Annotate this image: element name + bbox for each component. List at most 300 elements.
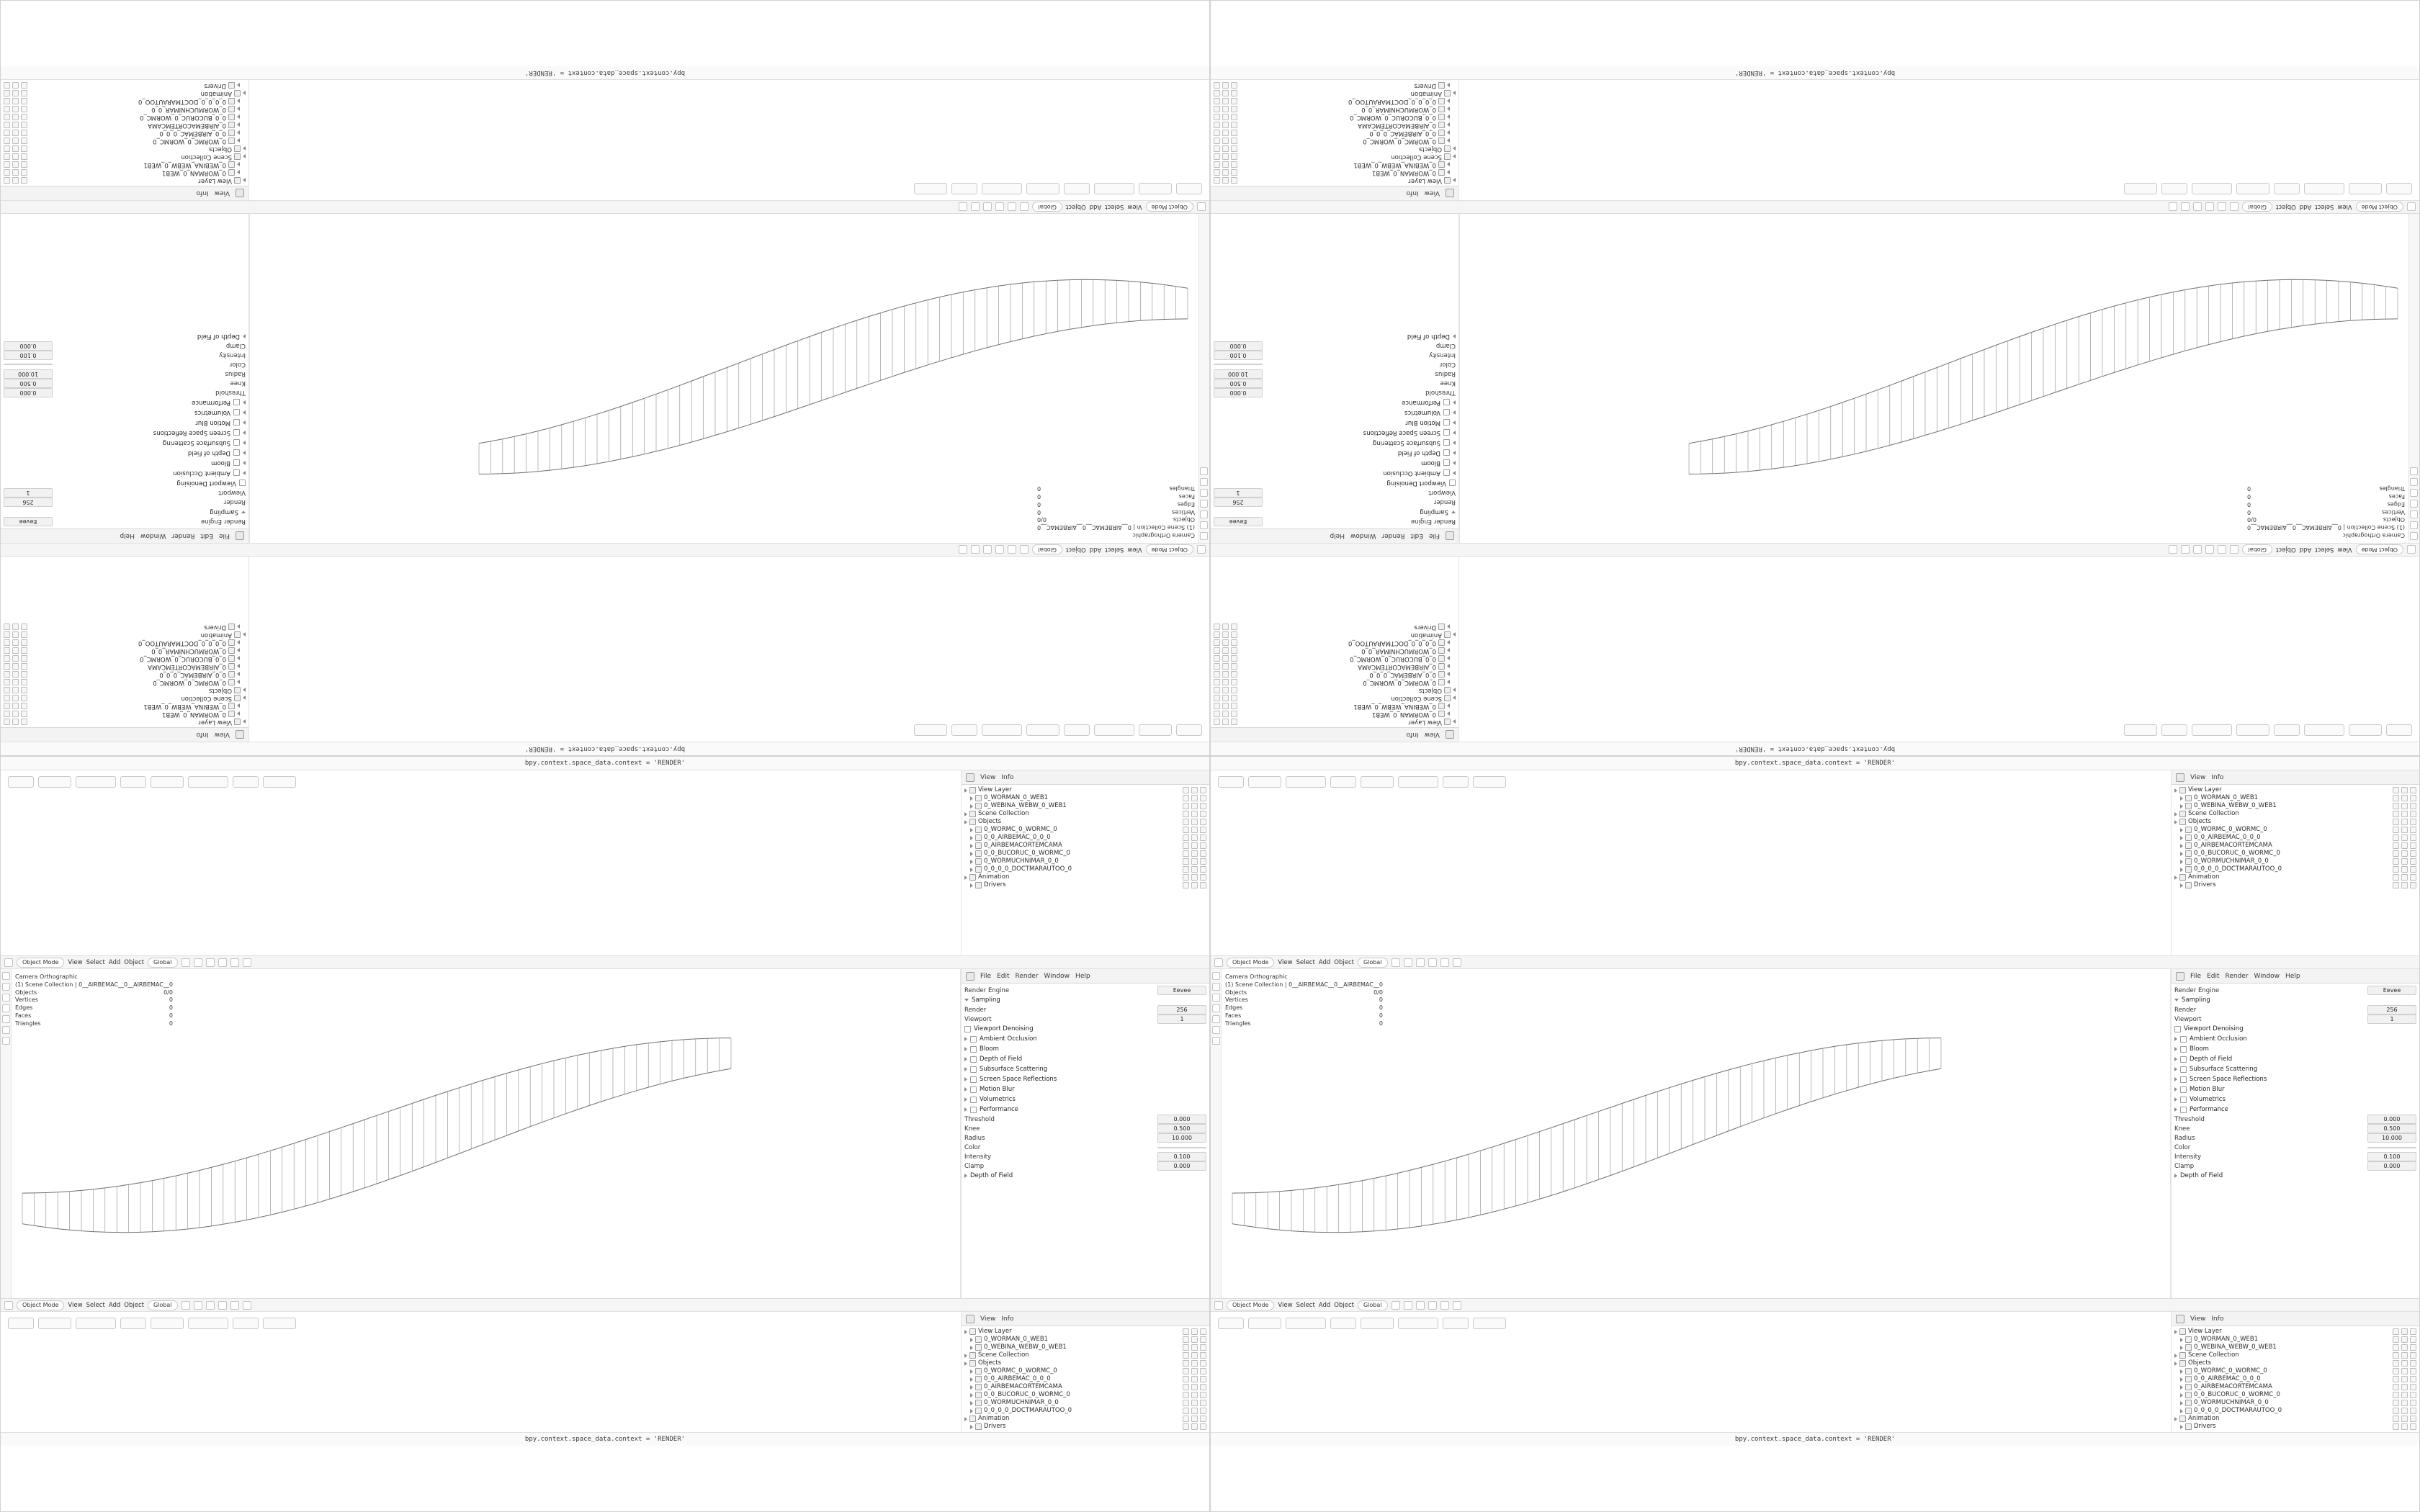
dof-section[interactable] bbox=[2174, 1171, 2416, 1181]
screen-icon[interactable] bbox=[1222, 114, 1229, 120]
menu-item-select[interactable]: Select bbox=[1296, 1301, 1315, 1309]
eye-icon[interactable] bbox=[2393, 1384, 2399, 1390]
render-samples-value[interactable]: 256 bbox=[4, 498, 53, 507]
chevron-right-icon[interactable] bbox=[2174, 1087, 2177, 1092]
list-item[interactable] bbox=[1214, 702, 1456, 710]
tool-icon-5[interactable] bbox=[2, 1026, 10, 1034]
render-restrict-icon[interactable] bbox=[4, 161, 10, 168]
chevron-right-icon[interactable] bbox=[243, 410, 246, 415]
disclosure-triangle-icon[interactable] bbox=[1447, 672, 1450, 677]
render-samples-value[interactable]: 256 bbox=[1157, 1005, 1206, 1014]
disclosure-triangle-icon[interactable] bbox=[237, 171, 240, 175]
render-restrict-icon[interactable] bbox=[1200, 1360, 1206, 1367]
screen-icon[interactable] bbox=[1191, 850, 1198, 857]
menu-item-view[interactable]: View bbox=[68, 958, 83, 966]
list-item[interactable] bbox=[2174, 810, 2416, 818]
disclosure-triangle-icon[interactable] bbox=[237, 665, 240, 669]
menu-item-view[interactable]: View bbox=[1127, 546, 1142, 554]
chevron-right-icon[interactable] bbox=[964, 1174, 967, 1178]
section-5[interactable] bbox=[1214, 418, 1456, 428]
eye-icon[interactable] bbox=[21, 687, 27, 693]
eye-icon[interactable] bbox=[1183, 850, 1189, 857]
chevron-right-icon[interactable] bbox=[964, 1087, 967, 1092]
chevron-right-icon[interactable] bbox=[1453, 410, 1456, 415]
render-restrict-icon[interactable] bbox=[2410, 1423, 2416, 1430]
bloom-field-value[interactable]: 0.100 bbox=[1157, 1152, 1206, 1161]
bloom-field-value[interactable] bbox=[1214, 364, 1263, 366]
disclosure-triangle-icon[interactable] bbox=[237, 163, 240, 167]
list-item[interactable] bbox=[1214, 710, 1456, 718]
list-item[interactable] bbox=[2174, 881, 2416, 889]
chevron-right-icon[interactable] bbox=[1453, 431, 1456, 435]
eye-icon[interactable] bbox=[2393, 1328, 2399, 1335]
section-checkbox[interactable] bbox=[233, 450, 240, 456]
render-restrict-icon[interactable] bbox=[1200, 1384, 1206, 1390]
screen-icon[interactable] bbox=[12, 130, 19, 136]
chevron-right-icon[interactable] bbox=[964, 1047, 967, 1051]
bloom-field-value[interactable]: 0.100 bbox=[4, 351, 53, 360]
chevron-right-icon[interactable] bbox=[964, 1057, 967, 1061]
screen-icon[interactable] bbox=[1191, 858, 1198, 865]
node-box[interactable] bbox=[120, 1318, 146, 1329]
editor-type-icon[interactable] bbox=[1197, 546, 1206, 554]
object-mode-selector[interactable]: Object Mode bbox=[2356, 545, 2403, 555]
viewport-samples-row[interactable] bbox=[964, 1014, 1206, 1024]
disclosure-triangle-icon[interactable] bbox=[2180, 860, 2183, 864]
section-4[interactable] bbox=[964, 1074, 1206, 1084]
viewport-toggle-icon-3[interactable] bbox=[1428, 1301, 1437, 1310]
menu-item-object[interactable]: Object bbox=[1334, 1301, 1354, 1309]
node-box[interactable] bbox=[1286, 776, 1326, 788]
disclosure-triangle-icon[interactable] bbox=[2174, 812, 2177, 816]
viewport-toggle-icon-5[interactable] bbox=[1453, 1301, 1461, 1310]
list-item[interactable] bbox=[964, 1336, 1206, 1344]
disclosure-triangle-icon[interactable] bbox=[243, 688, 246, 693]
disclosure-triangle-icon[interactable] bbox=[243, 633, 246, 637]
eye-icon[interactable] bbox=[21, 631, 27, 638]
render-restrict-icon[interactable] bbox=[1214, 138, 1220, 144]
render-restrict-icon[interactable] bbox=[4, 671, 10, 678]
eye-icon[interactable] bbox=[21, 177, 27, 184]
transform-orientation-selector[interactable]: Global bbox=[2243, 545, 2273, 555]
screen-icon[interactable] bbox=[1191, 1376, 1198, 1382]
eye-icon[interactable] bbox=[1231, 82, 1237, 89]
screen-icon[interactable] bbox=[1222, 671, 1229, 678]
viewport-samples-value[interactable]: 1 bbox=[2367, 1014, 2416, 1024]
render-restrict-icon[interactable] bbox=[1214, 719, 1220, 725]
list-item[interactable] bbox=[1214, 81, 1456, 89]
node-box[interactable] bbox=[188, 1318, 228, 1329]
list-item[interactable] bbox=[964, 1359, 1206, 1367]
disclosure-triangle-icon[interactable] bbox=[970, 1393, 973, 1398]
render-restrict-icon[interactable] bbox=[1214, 695, 1220, 701]
viewport-toggle-icon-0[interactable] bbox=[182, 958, 190, 967]
list-item[interactable] bbox=[1214, 89, 1456, 97]
render-restrict-icon[interactable] bbox=[2410, 1376, 2416, 1382]
list-item[interactable] bbox=[2174, 858, 2416, 865]
viewport-samples-value[interactable]: 1 bbox=[1157, 1014, 1206, 1024]
render-restrict-icon[interactable] bbox=[2410, 1416, 2416, 1422]
eye-icon[interactable] bbox=[21, 711, 27, 717]
render-restrict-icon[interactable] bbox=[1214, 161, 1220, 168]
menu-item-object[interactable]: Object bbox=[1066, 203, 1086, 211]
render-restrict-icon[interactable] bbox=[4, 130, 10, 136]
disclosure-triangle-icon[interactable] bbox=[1453, 688, 1456, 693]
node-box[interactable] bbox=[2161, 183, 2187, 194]
tool-icon-2[interactable] bbox=[1201, 510, 1209, 518]
section-6[interactable] bbox=[964, 1094, 1206, 1104]
menu-item-object[interactable]: Object bbox=[1334, 958, 1354, 966]
list-item[interactable] bbox=[964, 1415, 1206, 1423]
screen-icon[interactable] bbox=[12, 90, 19, 96]
render-restrict-icon[interactable] bbox=[4, 695, 10, 701]
node-box[interactable] bbox=[1330, 1318, 1356, 1329]
bloom-field-value[interactable]: 0.100 bbox=[1214, 351, 1263, 360]
screen-icon[interactable] bbox=[2401, 803, 2408, 809]
screen-icon[interactable] bbox=[2401, 866, 2408, 873]
node-box[interactable] bbox=[1218, 1318, 1244, 1329]
chevron-right-icon[interactable] bbox=[2174, 1057, 2177, 1061]
list-item[interactable] bbox=[964, 818, 1206, 826]
disclosure-triangle-icon[interactable] bbox=[2180, 796, 2183, 801]
render-restrict-icon[interactable] bbox=[2410, 819, 2416, 825]
render-restrict-icon[interactable] bbox=[1214, 169, 1220, 176]
render-restrict-icon[interactable] bbox=[1200, 1344, 1206, 1351]
menu-item-file[interactable]: File bbox=[2190, 972, 2202, 980]
section-checkbox[interactable] bbox=[970, 1056, 977, 1063]
menu-item-view[interactable]: View bbox=[980, 1315, 996, 1323]
eye-icon[interactable] bbox=[21, 138, 27, 144]
disclosure-triangle-icon[interactable] bbox=[237, 139, 240, 143]
render-restrict-icon[interactable] bbox=[1214, 647, 1220, 654]
section-checkbox[interactable] bbox=[1443, 430, 1450, 436]
object-mode-selector[interactable]: Object Mode bbox=[17, 958, 64, 968]
editor-type-icon[interactable] bbox=[1214, 1301, 1223, 1310]
disclosure-triangle-icon[interactable] bbox=[237, 712, 240, 716]
eye-icon[interactable] bbox=[1183, 803, 1189, 809]
screen-icon[interactable] bbox=[1222, 655, 1229, 662]
eye-icon[interactable] bbox=[21, 122, 27, 128]
list-item[interactable] bbox=[964, 873, 1206, 881]
eye-icon[interactable] bbox=[2393, 819, 2399, 825]
disclosure-triangle-icon[interactable] bbox=[1447, 171, 1450, 175]
screen-icon[interactable] bbox=[1222, 106, 1229, 112]
render-restrict-icon[interactable] bbox=[1214, 114, 1220, 120]
render-restrict-icon[interactable] bbox=[4, 663, 10, 670]
viewport-toggle-icon-0[interactable] bbox=[2231, 203, 2239, 212]
list-item[interactable] bbox=[4, 113, 246, 121]
menu-item-select[interactable]: Select bbox=[1105, 203, 1124, 211]
section-6[interactable] bbox=[2174, 1094, 2416, 1104]
screen-icon[interactable] bbox=[2401, 842, 2408, 849]
disclosure-triangle-icon[interactable] bbox=[970, 844, 973, 848]
screen-icon[interactable] bbox=[2401, 882, 2408, 888]
eye-icon[interactable] bbox=[21, 639, 27, 646]
disclosure-triangle-icon[interactable] bbox=[1447, 115, 1450, 120]
screen-icon[interactable] bbox=[1222, 639, 1229, 646]
screen-icon[interactable] bbox=[1191, 1408, 1198, 1414]
viewport-toggle-icon-2[interactable] bbox=[996, 203, 1005, 212]
disclosure-triangle-icon[interactable] bbox=[2180, 883, 2183, 888]
eye-icon[interactable] bbox=[1183, 1400, 1189, 1406]
node-box[interactable] bbox=[1443, 1318, 1469, 1329]
node-box[interactable] bbox=[2386, 183, 2412, 194]
tool-icon-0[interactable] bbox=[1212, 972, 1220, 980]
render-restrict-icon[interactable] bbox=[1214, 639, 1220, 646]
disclosure-triangle-icon[interactable] bbox=[2180, 828, 2183, 832]
section-checkbox[interactable] bbox=[1443, 470, 1450, 477]
render-restrict-icon[interactable] bbox=[2410, 1384, 2416, 1390]
editor-type-icon[interactable] bbox=[966, 1315, 974, 1323]
viewport-toggle-icon-1[interactable] bbox=[1404, 958, 1412, 967]
eye-icon[interactable] bbox=[1183, 882, 1189, 888]
viewport-toggle-icon-3[interactable] bbox=[218, 958, 227, 967]
disclosure-triangle-icon[interactable] bbox=[970, 1338, 973, 1342]
menu-item-object[interactable]: Object bbox=[124, 1301, 144, 1309]
bloom-field-0[interactable] bbox=[1214, 388, 1456, 397]
viewport-toggle-icon-5[interactable] bbox=[2169, 546, 2178, 554]
list-item[interactable] bbox=[1214, 113, 1456, 121]
object-mode-selector[interactable]: Object Mode bbox=[1227, 1300, 1274, 1310]
screen-icon[interactable] bbox=[12, 138, 19, 144]
render-samples-row[interactable] bbox=[1214, 498, 1456, 507]
menu-item-help[interactable]: Help bbox=[1330, 532, 1345, 540]
disclosure-triangle-icon[interactable] bbox=[2180, 1409, 2183, 1413]
list-item[interactable] bbox=[4, 105, 246, 113]
disclosure-triangle-icon[interactable] bbox=[1447, 131, 1450, 135]
section-checkbox[interactable] bbox=[2180, 1036, 2187, 1043]
node-box[interactable] bbox=[951, 183, 977, 194]
menu-item-view[interactable]: View bbox=[1424, 189, 1440, 197]
bloom-field-value[interactable] bbox=[1157, 1147, 1206, 1148]
viewport-denoising-row[interactable] bbox=[4, 478, 246, 488]
render-restrict-icon[interactable] bbox=[4, 631, 10, 638]
node-editor-area[interactable] bbox=[1459, 80, 2419, 200]
chevron-right-icon[interactable] bbox=[964, 1107, 967, 1112]
node-box[interactable] bbox=[1026, 724, 1059, 736]
eye-icon[interactable] bbox=[1183, 1360, 1189, 1367]
menu-item-view[interactable]: View bbox=[2190, 1315, 2206, 1323]
render-restrict-icon[interactable] bbox=[2410, 827, 2416, 833]
tool-icon-6[interactable] bbox=[1212, 1037, 1220, 1045]
screen-icon[interactable] bbox=[1191, 1423, 1198, 1430]
chevron-right-icon[interactable] bbox=[2174, 1067, 2177, 1071]
tool-icon-0[interactable] bbox=[2, 972, 10, 980]
list-item[interactable] bbox=[4, 176, 246, 184]
section-checkbox[interactable] bbox=[2180, 1056, 2187, 1063]
eye-icon[interactable] bbox=[1183, 795, 1189, 801]
node-box[interactable] bbox=[38, 1318, 71, 1329]
render-restrict-icon[interactable] bbox=[2410, 1336, 2416, 1343]
section-6[interactable] bbox=[4, 408, 246, 418]
chevron-right-icon[interactable] bbox=[1453, 451, 1456, 455]
screen-icon[interactable] bbox=[1222, 624, 1229, 630]
list-item[interactable] bbox=[1214, 670, 1456, 678]
render-restrict-icon[interactable] bbox=[2410, 1352, 2416, 1359]
viewport-toggle-icon-0[interactable] bbox=[1392, 1301, 1400, 1310]
viewport-toggle-icon-0[interactable] bbox=[2231, 546, 2239, 554]
disclosure-triangle-icon[interactable] bbox=[1447, 139, 1450, 143]
editor-type-icon[interactable] bbox=[966, 773, 974, 782]
eye-icon[interactable] bbox=[1183, 1368, 1189, 1374]
screen-icon[interactable] bbox=[2401, 874, 2408, 881]
disclosure-triangle-icon[interactable] bbox=[970, 868, 973, 872]
render-engine-row[interactable] bbox=[4, 517, 246, 526]
eye-icon[interactable] bbox=[21, 106, 27, 112]
disclosure-triangle-icon[interactable] bbox=[2180, 1338, 2183, 1342]
list-item[interactable] bbox=[4, 121, 246, 129]
render-restrict-icon[interactable] bbox=[1214, 687, 1220, 693]
editor-type-icon[interactable] bbox=[236, 532, 244, 541]
eye-icon[interactable] bbox=[2393, 1360, 2399, 1367]
menu-item-view[interactable]: View bbox=[1424, 731, 1440, 739]
node-box[interactable] bbox=[2274, 183, 2300, 194]
screen-icon[interactable] bbox=[2401, 811, 2408, 817]
chevron-right-icon[interactable] bbox=[243, 441, 246, 445]
list-item[interactable] bbox=[1214, 647, 1456, 654]
disclosure-triangle-icon[interactable] bbox=[243, 720, 246, 724]
screen-icon[interactable] bbox=[1191, 874, 1198, 881]
render-restrict-icon[interactable] bbox=[1200, 803, 1206, 809]
eye-icon[interactable] bbox=[1183, 1336, 1189, 1343]
viewport-toggle-icon-2[interactable] bbox=[206, 1301, 215, 1310]
eye-icon[interactable] bbox=[1231, 687, 1237, 693]
menu-item-window[interactable]: Window bbox=[1350, 532, 1376, 540]
screen-icon[interactable] bbox=[2401, 1400, 2408, 1406]
transform-orientation-selector[interactable]: Global bbox=[1358, 1300, 1388, 1310]
list-item[interactable] bbox=[2174, 1367, 2416, 1375]
bloom-field-0[interactable] bbox=[964, 1115, 1206, 1124]
menu-item-view[interactable]: View bbox=[1278, 1301, 1293, 1309]
section-1[interactable] bbox=[964, 1044, 1206, 1054]
menu-item-render[interactable]: Render bbox=[1381, 532, 1405, 540]
render-restrict-icon[interactable] bbox=[1214, 122, 1220, 128]
disclosure-triangle-icon[interactable] bbox=[2174, 820, 2177, 824]
eye-icon[interactable] bbox=[1183, 827, 1189, 833]
editor-type-icon[interactable] bbox=[2176, 972, 2184, 981]
node-box[interactable] bbox=[263, 776, 296, 788]
node-box[interactable] bbox=[1064, 724, 1090, 736]
menu-item-object[interactable]: Object bbox=[2276, 546, 2296, 554]
screen-icon[interactable] bbox=[2401, 1408, 2408, 1414]
eye-icon[interactable] bbox=[1231, 719, 1237, 725]
screen-icon[interactable] bbox=[1222, 647, 1229, 654]
viewport-toggle-icon-3[interactable] bbox=[984, 203, 992, 212]
viewport-toggle-icon-2[interactable] bbox=[1416, 1301, 1425, 1310]
render-restrict-icon[interactable] bbox=[2410, 1328, 2416, 1335]
render-restrict-icon[interactable] bbox=[4, 169, 10, 176]
viewport-toggle-icon-3[interactable] bbox=[218, 1301, 227, 1310]
disclosure-triangle-icon[interactable] bbox=[237, 115, 240, 120]
eye-icon[interactable] bbox=[1183, 1408, 1189, 1414]
section-1[interactable] bbox=[2174, 1044, 2416, 1054]
section-1[interactable] bbox=[1214, 458, 1456, 468]
section-checkbox[interactable] bbox=[233, 410, 240, 416]
list-item[interactable] bbox=[1214, 97, 1456, 105]
screen-icon[interactable] bbox=[1191, 795, 1198, 801]
disclosure-triangle-icon[interactable] bbox=[1447, 123, 1450, 127]
viewport-toggle-icon-0[interactable] bbox=[1021, 203, 1029, 212]
menu-item-info[interactable]: Info bbox=[2211, 773, 2224, 781]
tool-icon-5[interactable] bbox=[1201, 478, 1209, 486]
screen-icon[interactable] bbox=[12, 169, 19, 176]
disclosure-triangle-icon[interactable] bbox=[1447, 84, 1450, 88]
menu-item-select[interactable]: Select bbox=[1105, 546, 1124, 554]
bloom-field-value[interactable]: 10.000 bbox=[2367, 1133, 2416, 1143]
list-item[interactable] bbox=[964, 1399, 1206, 1407]
eye-icon[interactable] bbox=[2393, 874, 2399, 881]
render-restrict-icon[interactable] bbox=[1214, 98, 1220, 104]
disclosure-triangle-icon[interactable] bbox=[964, 812, 967, 816]
eye-icon[interactable] bbox=[1231, 631, 1237, 638]
render-restrict-icon[interactable] bbox=[1214, 130, 1220, 136]
eye-icon[interactable] bbox=[1183, 1352, 1189, 1359]
render-restrict-icon[interactable] bbox=[1200, 1408, 1206, 1414]
menu-item-add[interactable]: Add bbox=[2299, 546, 2312, 554]
bloom-field-3[interactable] bbox=[4, 360, 246, 369]
screen-icon[interactable] bbox=[12, 631, 19, 638]
disclosure-triangle-icon[interactable] bbox=[2180, 1377, 2183, 1382]
menu-item-info[interactable]: Info bbox=[1001, 773, 1014, 781]
section-5[interactable] bbox=[4, 418, 246, 428]
list-item[interactable] bbox=[4, 137, 246, 145]
tool-icon-3[interactable] bbox=[1201, 500, 1209, 508]
screen-icon[interactable] bbox=[12, 161, 19, 168]
screen-icon[interactable] bbox=[12, 98, 19, 104]
menu-item-view[interactable]: View bbox=[214, 189, 230, 197]
list-item[interactable] bbox=[964, 1423, 1206, 1431]
eye-icon[interactable] bbox=[2393, 1392, 2399, 1398]
viewport-toggle-icon-1[interactable] bbox=[2218, 203, 2227, 212]
list-item[interactable] bbox=[2174, 1423, 2416, 1431]
list-item[interactable] bbox=[1214, 631, 1456, 639]
disclosure-triangle-icon[interactable] bbox=[964, 788, 967, 793]
chevron-right-icon[interactable] bbox=[243, 420, 246, 425]
disclosure-triangle-icon[interactable] bbox=[970, 1409, 973, 1413]
section-checkbox[interactable] bbox=[233, 470, 240, 477]
viewport-toggle-icon-5[interactable] bbox=[959, 546, 968, 554]
node-box[interactable] bbox=[2304, 724, 2344, 736]
disclosure-triangle-icon[interactable] bbox=[2174, 1354, 2177, 1358]
section-4[interactable] bbox=[4, 428, 246, 438]
bloom-field-5[interactable] bbox=[2174, 1161, 2416, 1171]
eye-icon[interactable] bbox=[1183, 1416, 1189, 1422]
screen-icon[interactable] bbox=[12, 106, 19, 112]
list-item[interactable] bbox=[964, 850, 1206, 858]
menu-item-help[interactable]: Help bbox=[120, 532, 135, 540]
screen-icon[interactable] bbox=[2401, 858, 2408, 865]
viewport-denoising-checkbox[interactable] bbox=[2174, 1026, 2181, 1032]
list-item[interactable] bbox=[4, 153, 246, 161]
screen-icon[interactable] bbox=[12, 711, 19, 717]
chevron-right-icon[interactable] bbox=[243, 451, 246, 455]
disclosure-triangle-icon[interactable] bbox=[237, 649, 240, 653]
list-item[interactable] bbox=[4, 639, 246, 647]
eye-icon[interactable] bbox=[2393, 1423, 2399, 1430]
render-restrict-icon[interactable] bbox=[1200, 1423, 1206, 1430]
list-item[interactable] bbox=[1214, 105, 1456, 113]
screen-icon[interactable] bbox=[1191, 1384, 1198, 1390]
list-item[interactable] bbox=[1214, 686, 1456, 694]
disclosure-triangle-icon[interactable] bbox=[1447, 704, 1450, 708]
list-item[interactable] bbox=[964, 826, 1206, 834]
disclosure-triangle-icon[interactable] bbox=[237, 704, 240, 708]
menu-item-file[interactable]: File bbox=[980, 972, 992, 980]
node-box[interactable] bbox=[1361, 776, 1394, 788]
chevron-right-icon[interactable] bbox=[1453, 441, 1456, 445]
section-6[interactable] bbox=[1214, 408, 1456, 418]
bloom-field-value[interactable]: 0.500 bbox=[1214, 379, 1263, 388]
